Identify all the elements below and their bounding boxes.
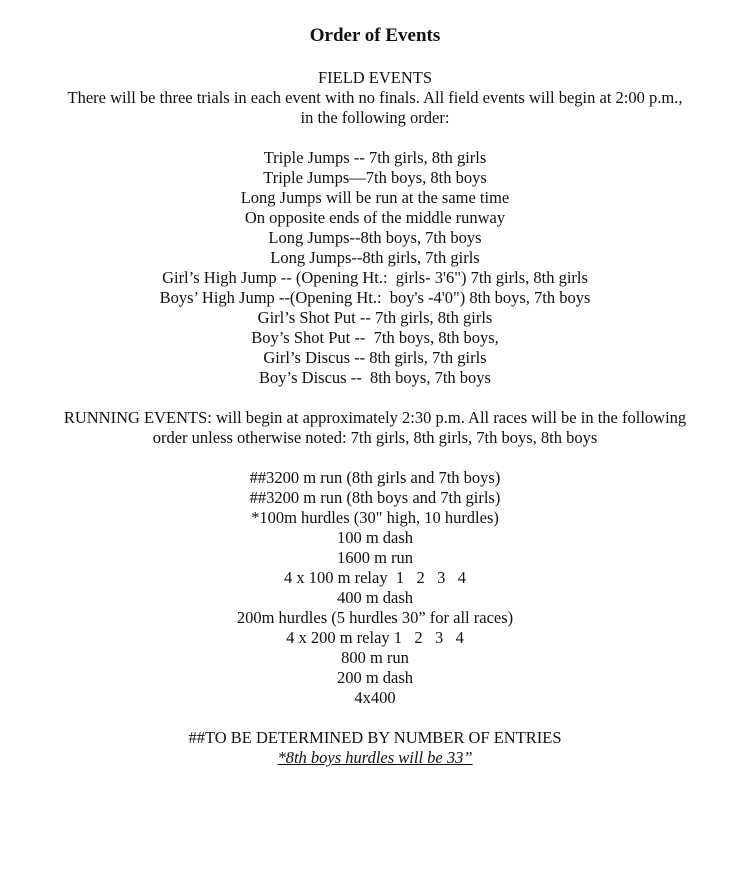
field-event-item: On opposite ends of the middle runway bbox=[244, 208, 506, 227]
hurdles-note: *8th boys hurdles will be 33” bbox=[277, 748, 473, 767]
field-event-item: Long Jumps--8th boys, 7th boys bbox=[268, 228, 482, 247]
field-events-intro: There will be three trials in each event with no finals. All field events will begin at 2:00 p.m., in the following order: bbox=[67, 88, 683, 127]
running-event-item: 4 x 100 m relay 1 2 3 4 bbox=[284, 568, 466, 587]
running-events-list bbox=[0, 468, 750, 708]
entries-note: ##TO BE DETERMINED BY NUMBER OF ENTRIES bbox=[188, 728, 562, 747]
running-event-item: 1600 m run bbox=[336, 548, 414, 567]
field-event-item: Boys’ High Jump --(Opening Ht.: boy's -4'0") 8th boys, 7th boys bbox=[159, 288, 591, 307]
field-event-item: Girl’s Discus -- 8th girls, 7th girls bbox=[263, 348, 487, 367]
document-body bbox=[0, 24, 750, 768]
running-event-item: 200 m dash bbox=[336, 668, 414, 687]
running-event-item: 4 x 200 m relay 1 2 3 4 bbox=[286, 628, 464, 647]
field-events-list bbox=[0, 148, 750, 388]
running-event-item: 100 m dash bbox=[336, 528, 414, 547]
running-event-item: 4x400 bbox=[354, 688, 396, 707]
field-event-item: Triple Jumps -- 7th girls, 8th girls bbox=[263, 148, 487, 167]
field-event-item: Triple Jumps—7th boys, 8th boys bbox=[263, 168, 487, 187]
running-event-item: ##3200 m run (8th boys and 7th girls) bbox=[249, 488, 501, 507]
running-event-item: *100m hurdles (30" high, 10 hurdles) bbox=[251, 508, 499, 527]
field-event-item: Long Jumps--8th girls, 7th girls bbox=[270, 248, 480, 267]
running-event-item: ##3200 m run (8th girls and 7th boys) bbox=[249, 468, 501, 487]
field-event-item: Long Jumps will be run at the same time bbox=[240, 188, 510, 207]
running-event-item: 200m hurdles (5 hurdles 30” for all races) bbox=[236, 608, 514, 627]
running-event-item: 400 m dash bbox=[336, 588, 414, 607]
field-events-heading: FIELD EVENTS bbox=[317, 68, 433, 87]
field-event-item: Boy’s Discus -- 8th boys, 7th boys bbox=[259, 368, 491, 387]
running-events-intro: RUNNING EVENTS: will begin at approximately 2:30 p.m. All races will be in the following order unless otherwise noted: 7th girls, 8th girls, 7th boys, 8th boys bbox=[63, 408, 687, 447]
field-event-item: Girl’s High Jump -- (Opening Ht.: girls- 3'6") 7th girls, 8th girls bbox=[162, 268, 588, 287]
running-event-item: 800 m run bbox=[341, 648, 409, 667]
field-event-item: Boy’s Shot Put -- 7th boys, 8th boys, bbox=[251, 328, 499, 347]
page-title: Order of Events bbox=[309, 25, 441, 46]
field-event-item: Girl’s Shot Put -- 7th girls, 8th girls bbox=[257, 308, 493, 327]
